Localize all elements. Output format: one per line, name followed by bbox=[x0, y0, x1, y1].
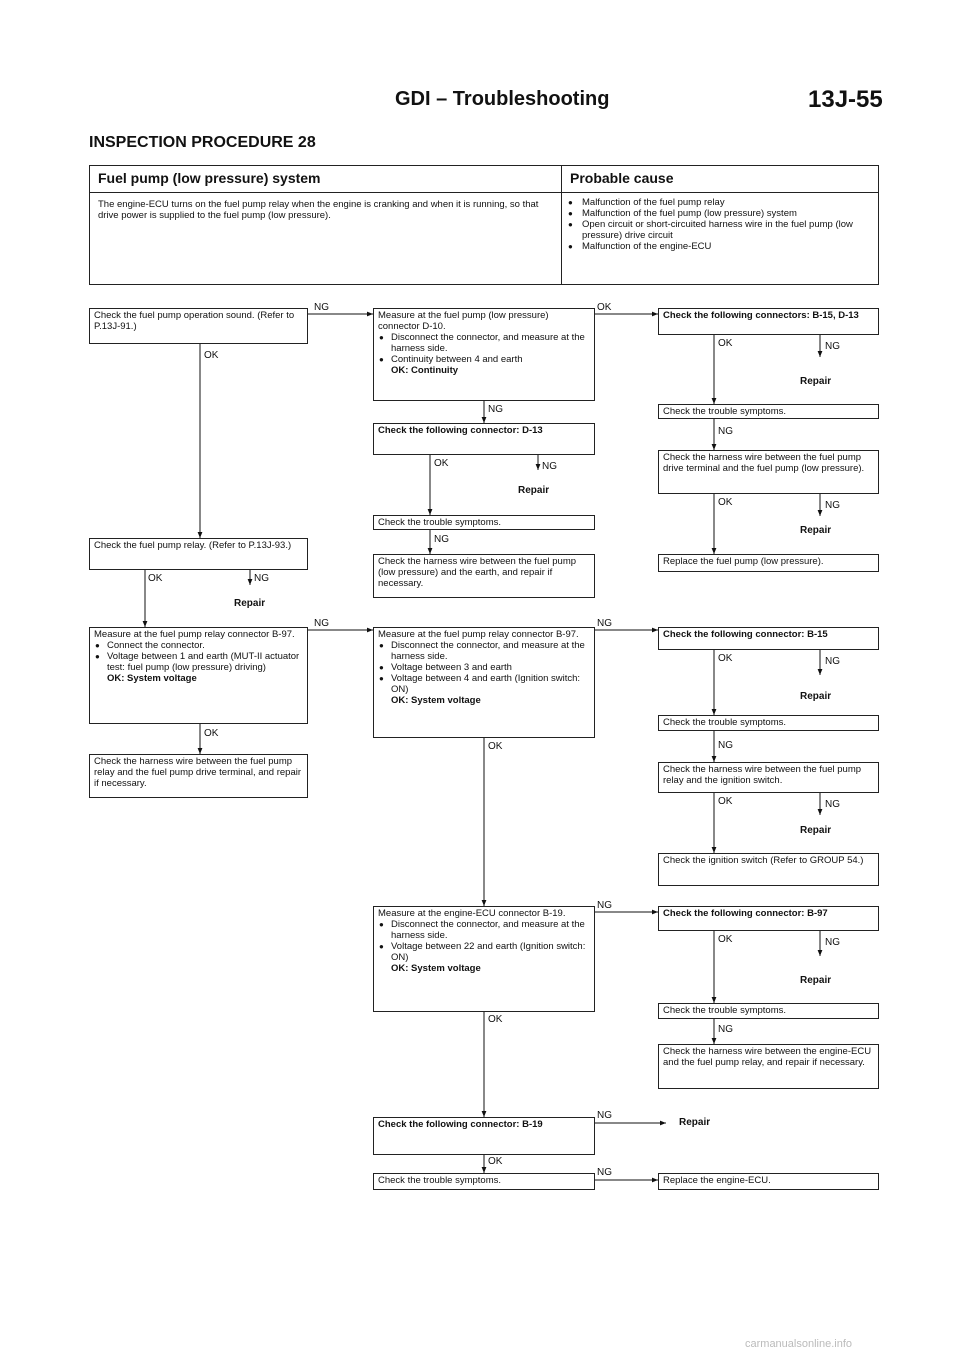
ok-label: OK bbox=[204, 728, 219, 739]
ng-label: NG bbox=[718, 1024, 733, 1035]
ng-label: NG bbox=[825, 656, 840, 667]
page-header-title: GDI – Troubleshooting bbox=[395, 88, 610, 110]
check-pump-sound-box: Check the fuel pump operation sound. (Refer to P.13J-91.) bbox=[89, 308, 308, 344]
measure-relay-connector-ng-box bbox=[373, 627, 595, 738]
ng-label: NG bbox=[597, 900, 612, 911]
ok-label: OK bbox=[597, 302, 612, 313]
step-item: ● Disconnect the connector, and measure at the harness side. bbox=[378, 919, 590, 941]
check-pump-relay-box: Check the fuel pump relay. (Refer to P.13J-93.) bbox=[89, 538, 308, 570]
box-steps bbox=[94, 640, 303, 673]
procedure-title: INSPECTION PROCEDURE 28 bbox=[89, 134, 316, 151]
box-title: Measure at the fuel pump relay connector B-97. bbox=[378, 629, 579, 640]
repair-label: Repair bbox=[234, 598, 266, 609]
ng-label: NG bbox=[542, 461, 557, 472]
repair-label: Repair bbox=[518, 485, 550, 496]
check-harness-pump-earth-box: Check the harness wire between the fuel pump (low pressure) and the earth, and repair if necessary. bbox=[373, 554, 595, 598]
ng-label: NG bbox=[825, 799, 840, 810]
check-trouble-symptoms-box: Check the trouble symptoms. bbox=[658, 1003, 879, 1019]
ok-label: OK bbox=[148, 573, 163, 584]
cause-item: ● Malfunction of the fuel pump relay bbox=[568, 197, 868, 208]
check-harness-drive-pump-box: Check the harness wire between the fuel pump drive terminal and the fuel pump (low pressure). bbox=[658, 450, 879, 494]
box-title: Measure at the fuel pump (low pressure) connector D-10. bbox=[378, 310, 549, 332]
check-trouble-symptoms-final-box: Check the trouble symptoms. bbox=[373, 1173, 595, 1190]
ng-label: NG bbox=[718, 426, 733, 437]
ok-label: OK bbox=[718, 934, 733, 945]
ng-label: NG bbox=[597, 1167, 612, 1178]
ok-label: OK bbox=[718, 338, 733, 349]
repair-label: Repair bbox=[800, 975, 832, 986]
table-header-cause: Probable cause bbox=[570, 170, 674, 186]
step-item: ● Voltage between 22 and earth (Ignition switch: ON) bbox=[378, 941, 590, 963]
step-item: ● Voltage between 3 and earth bbox=[378, 662, 590, 673]
box-steps bbox=[378, 332, 590, 365]
check-ignition-switch-box: Check the ignition switch (Refer to GROUP 54.) bbox=[658, 853, 879, 886]
watermark-text: carmanualsonline.info bbox=[745, 1338, 853, 1350]
ok-condition: OK: System voltage bbox=[391, 963, 481, 974]
ok-label: OK bbox=[488, 741, 503, 752]
check-trouble-symptoms-box: Check the trouble symptoms. bbox=[658, 715, 879, 731]
ok-label: OK bbox=[718, 497, 733, 508]
check-harness-relay-drive-box: Check the harness wire between the fuel pump relay and the fuel pump drive terminal, and repair if necessary. bbox=[89, 754, 308, 798]
ng-label: NG bbox=[254, 573, 269, 584]
ok-label: OK bbox=[718, 653, 733, 664]
box-title: Measure at the fuel pump relay connector B-97. bbox=[94, 629, 295, 640]
table-header-system: Fuel pump (low pressure) system bbox=[98, 170, 321, 186]
check-connector-d13-box: Check the following connector: D-13 bbox=[373, 423, 595, 455]
system-description: The engine-ECU turns on the fuel pump relay when the engine is cranking and when it is running, so that drive power is supplied to the fuel pump (low pressure). bbox=[98, 199, 539, 221]
ok-label: OK bbox=[434, 458, 449, 469]
ok-condition: OK: System voltage bbox=[107, 673, 197, 684]
check-trouble-symptoms-box: Check the trouble symptoms. bbox=[373, 515, 595, 530]
ok-condition: OK: Continuity bbox=[391, 365, 459, 376]
step-item: ● Voltage between 4 and earth (Ignition switch: ON) bbox=[378, 673, 590, 695]
ng-label: NG bbox=[314, 302, 329, 313]
step-item: ● Connect the connector. bbox=[94, 640, 303, 651]
check-connector-b15-box: Check the following connector: B-15 bbox=[658, 627, 879, 650]
check-connector-b97-box: Check the following connector: B-97 bbox=[658, 906, 879, 931]
step-item: ● Continuity between 4 and earth bbox=[378, 354, 590, 365]
measure-ecu-connector-box bbox=[373, 906, 595, 1012]
ng-label: NG bbox=[314, 618, 329, 629]
repair-label: Repair bbox=[800, 691, 832, 702]
replace-engine-ecu-box: Replace the engine-ECU. bbox=[658, 1173, 879, 1190]
cause-item: ● Malfunction of the engine-ECU bbox=[568, 241, 868, 252]
check-harness-ecu-relay-box: Check the harness wire between the engine-ECU and the fuel pump relay, and repair if necessary. bbox=[658, 1044, 879, 1089]
ng-label: NG bbox=[488, 404, 503, 415]
ng-label: NG bbox=[597, 1110, 612, 1121]
repair-label: Repair bbox=[679, 1117, 711, 1128]
ng-label: NG bbox=[825, 937, 840, 948]
ng-label: NG bbox=[597, 618, 612, 629]
check-harness-relay-ignition-box: Check the harness wire between the fuel pump relay and the ignition switch. bbox=[658, 762, 879, 793]
check-trouble-symptoms-box: Check the trouble symptoms. bbox=[658, 404, 879, 419]
box-title: Measure at the engine-ECU connector B-19. bbox=[378, 908, 566, 919]
cause-item: ● Malfunction of the fuel pump (low pressure) system bbox=[568, 208, 868, 219]
repair-label: Repair bbox=[800, 525, 832, 536]
ok-label: OK bbox=[488, 1014, 503, 1025]
replace-fuel-pump-box: Replace the fuel pump (low pressure). bbox=[658, 554, 879, 572]
step-item: ● Disconnect the connector, and measure at the harness side. bbox=[378, 332, 590, 354]
box-steps bbox=[378, 640, 590, 695]
check-connector-b19-box: Check the following connector: B-19 bbox=[373, 1117, 595, 1155]
cause-item: ● Open circuit or short-circuited harness wire in the fuel pump (low pressure) drive circuit bbox=[568, 219, 868, 241]
step-item: ● Voltage between 1 and earth (MUT-II actuator test: fuel pump (low pressure) driving) bbox=[94, 651, 303, 673]
page-number: 13J-55 bbox=[808, 86, 883, 113]
ok-label: OK bbox=[488, 1156, 503, 1167]
step-item: ● Disconnect the connector, and measure at the harness side. bbox=[378, 640, 590, 662]
ng-label: NG bbox=[825, 341, 840, 352]
repair-label: Repair bbox=[800, 376, 832, 387]
check-connectors-b15-d13-box: Check the following connectors: B-15, D-13 bbox=[658, 308, 879, 335]
ng-label: NG bbox=[718, 740, 733, 751]
ng-label: NG bbox=[434, 534, 449, 545]
ok-label: OK bbox=[204, 350, 219, 361]
box-steps bbox=[378, 919, 590, 963]
measure-pump-connector-box bbox=[373, 308, 595, 401]
ng-label: NG bbox=[825, 500, 840, 511]
ok-condition: OK: System voltage bbox=[391, 695, 481, 706]
measure-relay-connector-box bbox=[89, 627, 308, 724]
ok-label: OK bbox=[718, 796, 733, 807]
repair-label: Repair bbox=[800, 825, 832, 836]
